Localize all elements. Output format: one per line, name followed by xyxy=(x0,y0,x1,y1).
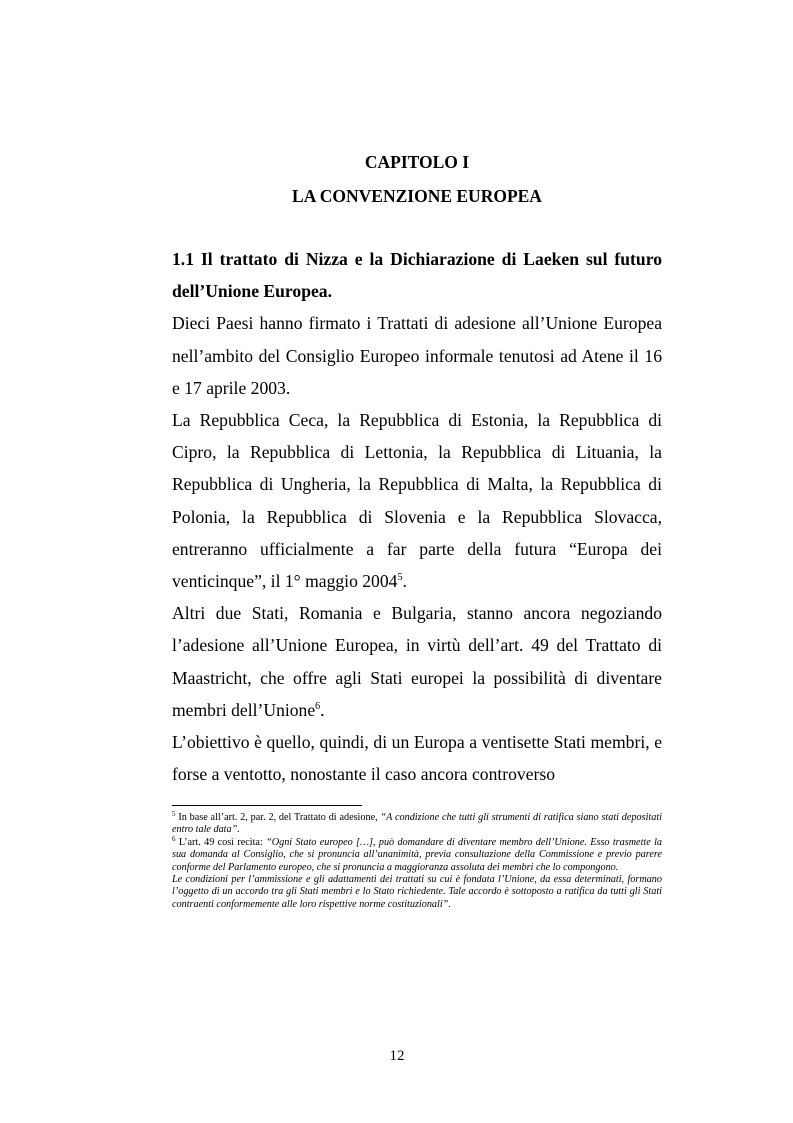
footnote-5-number: 5 xyxy=(172,810,176,818)
footnote-6 xyxy=(172,834,662,874)
footnote-6-quote-2: Le condizioni per l’ammissione e gli adattamenti dei trattati su cui è fondata l’Unione, da essa determinati, formano l’oggetto di un accordo tra gli Stati membri e lo Stato richiedente. Tale accordo è sottoposto a ratifica da tutti gli Stati contraenti conformemente alle loro rispettive norme costituzionali”. xyxy=(172,874,662,910)
chapter-title: LA CONVENZIONE EUROPEA xyxy=(292,186,542,206)
paragraph-3 xyxy=(172,597,662,726)
paragraph-2-end: . xyxy=(402,571,407,592)
paragraph-4: L’obiettivo è quello, quindi, di un Europa a ventisette Stati membri, e forse a ventotto, nonostante il caso ancora controverso xyxy=(172,732,662,785)
footnote-6-continued xyxy=(172,874,662,911)
paragraph-2 xyxy=(172,404,662,597)
footnote-ref-5: 5 xyxy=(397,572,403,584)
body-text xyxy=(172,243,662,790)
footnote-6-quote: “Ogni Stato europeo […], può domandare di diventare membro dell’Unione. Esso trasmette la sua domanda al Consiglio, che si pronuncia all’unanimità, previa consultazione della Commissione e previo parere conforme del Parlamento europeo, che si pronuncia a maggioranza assoluta dei membri che lo compongono. xyxy=(172,836,662,873)
footnote-ref-6: 6 xyxy=(315,700,321,712)
page-number: 12 xyxy=(389,1048,405,1064)
footnote-6-text: L’art. 49 così recita: xyxy=(175,836,267,848)
footnote-5 xyxy=(172,812,662,837)
section-heading: 1.1 Il trattato di Nizza e la Dichiarazione di Laeken sul futuro dell’Unione Europea. xyxy=(172,249,662,302)
footnotes xyxy=(172,812,662,911)
paragraph-3-end: . xyxy=(320,699,325,720)
paragraph-2-text: La Repubblica Ceca, la Repubblica di Estonia, la Repubblica di Cipro, la Repubblica di Lettonia, la Repubblica di Lituania, la Repubblica di Ungheria, la Repubblica di Malta, la Repubblica di Polonia, la Repubblica di Slovenia e la Repubblica Slovacca, entreranno ufficialmente a far parte della futura “Europa dei venticinque”, il 1° maggio 2004 xyxy=(172,410,662,592)
paragraph-1: Dieci Paesi hanno firmato i Trattati di adesione all’Unione Europea nell’ambito del Consiglio Europeo informale tenutosi ad Atene il 16 e 17 aprile 2003. xyxy=(172,313,662,398)
paragraph-3-text: Altri due Stati, Romania e Bulgaria, stanno ancora negoziando l’adesione all’Unione Europea, in virtù dell’art. 49 del Trattato di Maastricht, che offre agli Stati europei la possibilità di diventare membri dell’Unione xyxy=(172,603,662,720)
footnote-separator xyxy=(172,805,362,806)
footnote-6-number: 6 xyxy=(172,834,176,843)
footnote-5-text: In base all’art. 2, par. 2, del Trattato di adesione, xyxy=(175,812,381,823)
footnote-5-quote: “A condizione che tutti gli strumenti di ratifica siano stati depositati entro tale data”. xyxy=(172,812,662,836)
chapter-number: CAPITOLO I xyxy=(364,152,470,172)
